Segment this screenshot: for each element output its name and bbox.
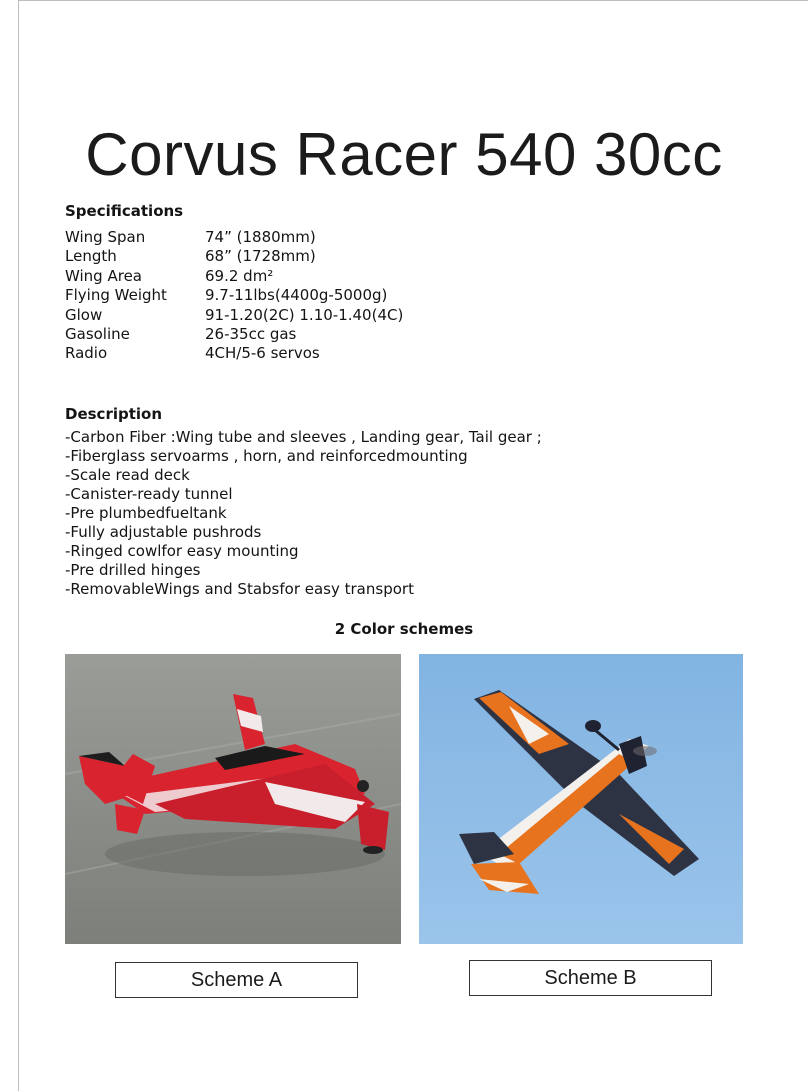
spec-value: 9.7-11lbs(4400g-5000g) [205,286,388,305]
spec-value: 68” (1728mm) [205,247,316,266]
spec-value: 69.2 dm² [205,266,274,285]
spec-label: Glow [65,305,103,324]
spec-label: Wing Area [65,266,142,285]
list-item: -Canister-ready tunnel [65,485,233,503]
spec-value: 74” (1880mm) [205,228,316,246]
spec-label: Length [65,247,117,266]
spec-label: Wing Span [65,228,146,246]
scheme-b-plane-illustration [419,654,743,944]
list-item: -Pre plumbedfueltank [65,504,227,522]
spec-value: 26-35cc gas [205,324,297,343]
list-item: -Carbon Fiber :Wing tube and sleeves , Landing gear, Tail gear ; [65,428,542,446]
list-item: -Fully adjustable pushrods [65,523,262,541]
page-edge-top [18,0,808,1]
scheme-b-photo [419,654,743,944]
spec-label: Radio [65,344,108,363]
description-list [65,428,542,599]
list-item: -Scale read deck [65,466,190,484]
spec-label: Flying Weight [65,286,167,305]
page-title: Corvus Racer 540 30cc [85,121,723,189]
list-item: -Pre drilled hinges [65,561,201,579]
spec-value: 91-1.20(2C) 1.10-1.40(4C) [205,305,404,324]
spec-value: 4CH/5-6 servos [205,344,320,363]
list-item: -RemovableWings and Stabsfor easy transport [65,580,414,598]
spec-label: Gasoline [65,324,130,343]
specifications-heading: Specifications [65,202,184,220]
scheme-b-label: Scheme B [469,960,712,996]
color-schemes-heading: 2 Color schemes [334,620,474,638]
list-item: -Ringed cowlfor easy mounting [65,542,299,560]
scheme-a-label: Scheme A [115,962,358,998]
scheme-a-photo [65,654,401,944]
description-heading: Description [65,405,163,423]
list-item: -Fiberglass servoarms , horn, and reinforcedmounting [65,447,468,465]
scheme-a-plane-illustration [65,654,401,944]
